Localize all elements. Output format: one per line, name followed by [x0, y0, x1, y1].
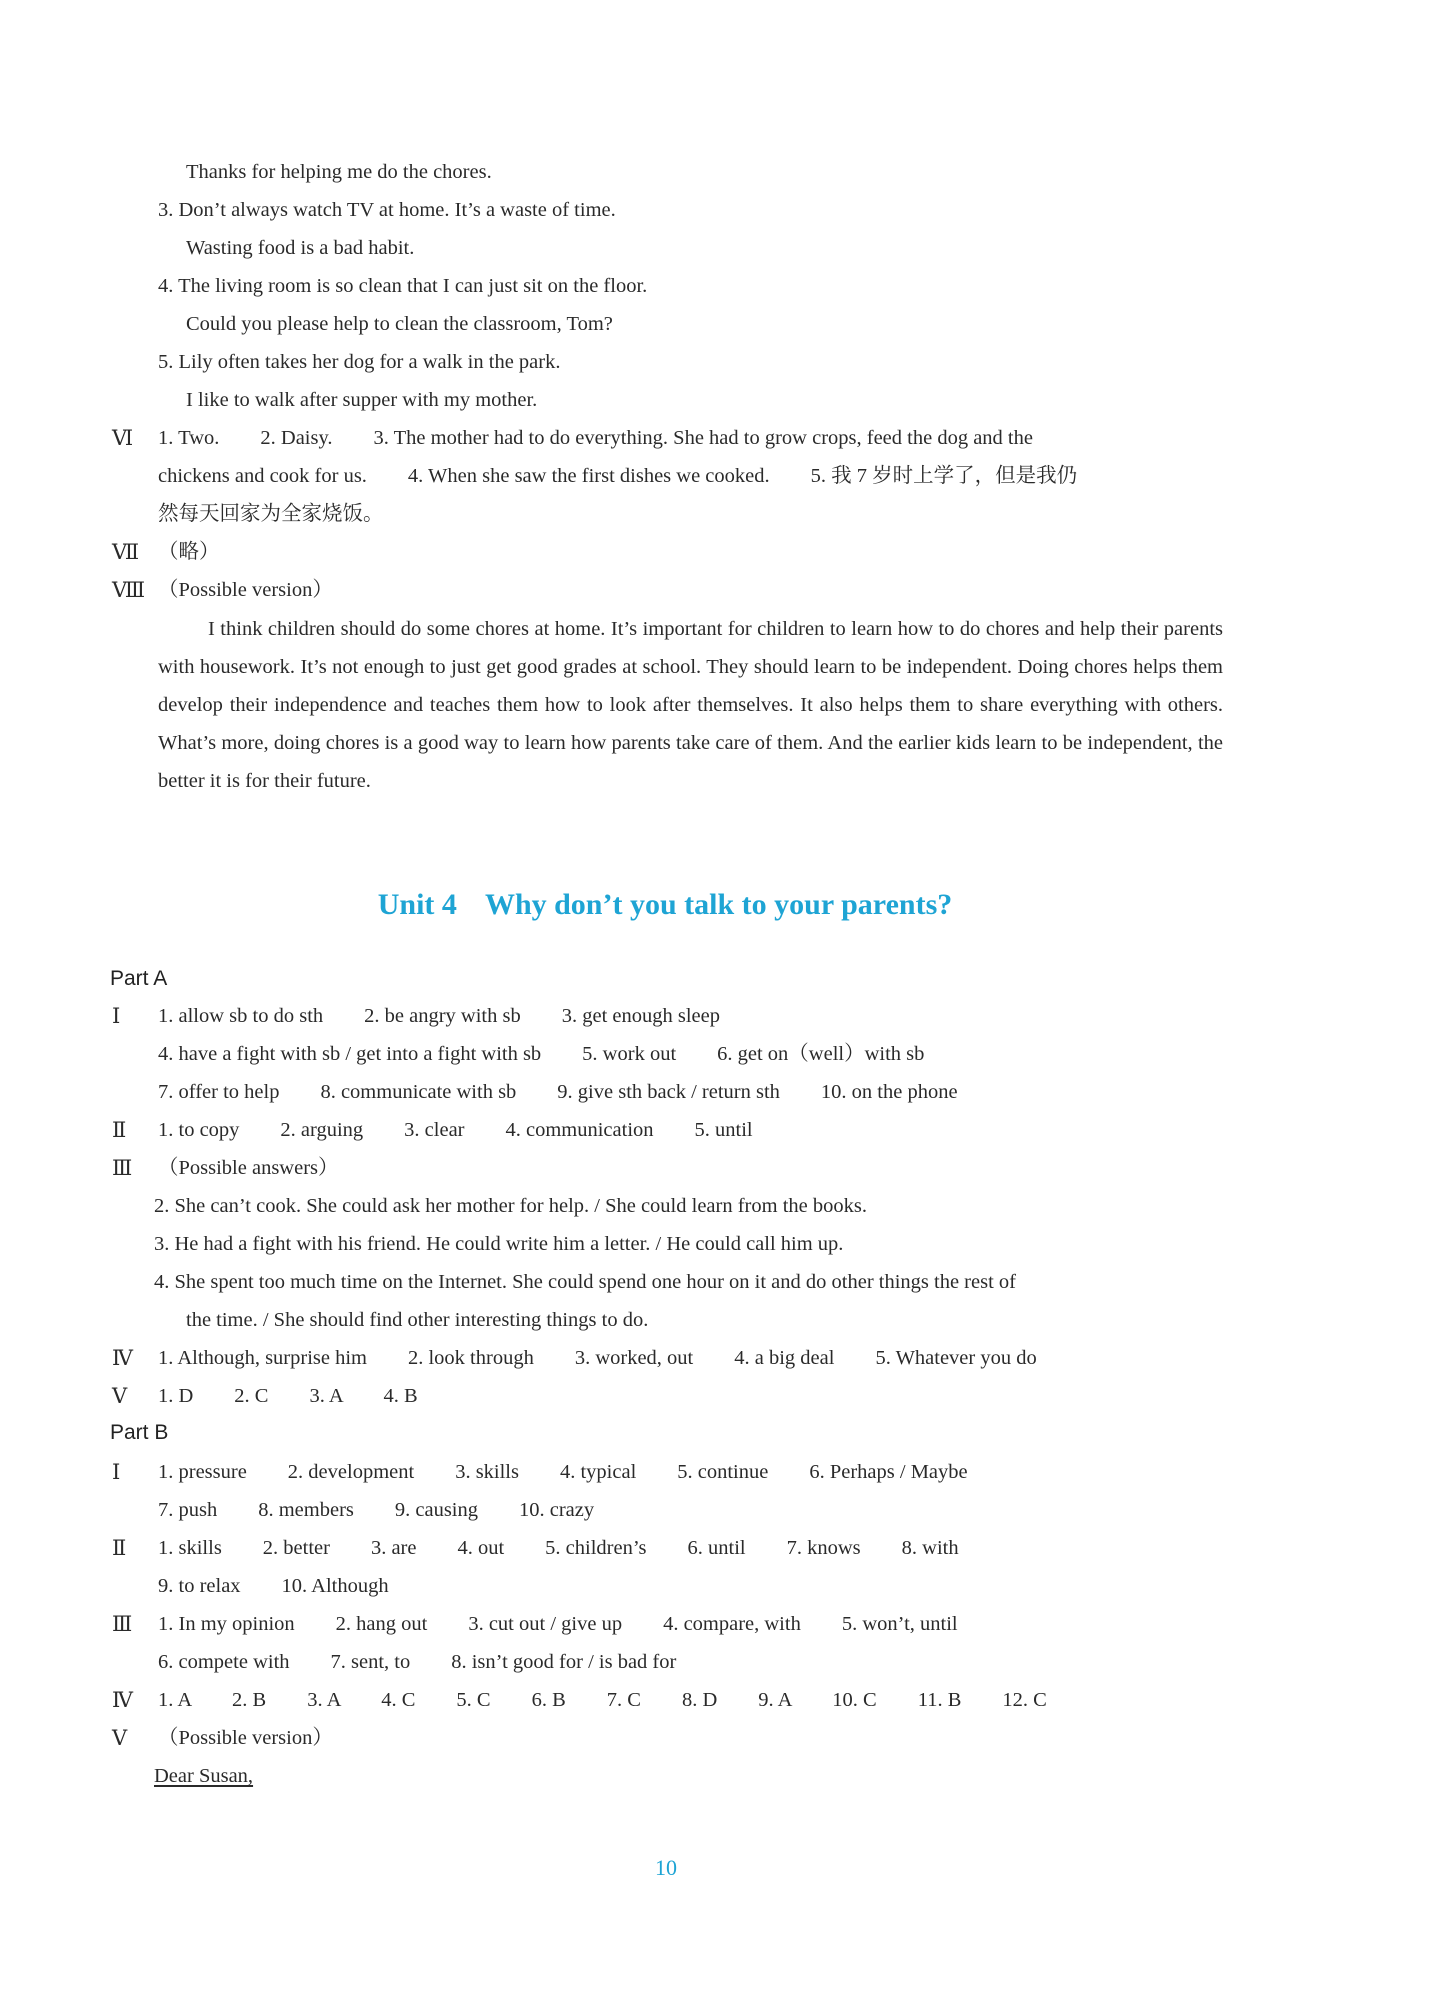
answer-line: Could you please help to clean the classroom, Tom? — [186, 313, 613, 335]
answer-line: 然每天回家为全家烧饭。 — [158, 503, 384, 525]
section-numeral: Ⅱ — [112, 1536, 127, 1560]
section-heading: （Possible version） — [158, 579, 333, 601]
answer-line: 1. Although, surprise him 2. look through 3. worked, out 4. a big deal 5. Whatever you do — [158, 1347, 1037, 1369]
section-numeral: Ⅱ — [112, 1118, 127, 1142]
answer-line: 1. A 2. B 3. A 4. C 5. C 6. B 7. C 8. D 9. A 10. C 11. B 12. C — [158, 1689, 1047, 1711]
answer-line: 3. Don’t always watch TV at home. It’s a waste of time. — [158, 199, 616, 221]
answer-line: 2. She can’t cook. She could ask her mother for help. / She could learn from the books. — [154, 1195, 867, 1217]
unit-title — [0, 885, 1330, 925]
answer-line: 1. Two. 2. Daisy. 3. The mother had to do everything. She had to grow crops, feed the dog and the — [158, 427, 1033, 449]
answer-line: 1. allow sb to do sth 2. be angry with sb 3. get enough sleep — [158, 1005, 720, 1027]
answer-line: （略） — [158, 541, 220, 563]
answer-line: 4. The living room is so clean that I can just sit on the floor. — [158, 275, 648, 297]
page-number: 10 — [655, 1855, 677, 1880]
section-numeral: Ⅲ — [112, 1612, 133, 1636]
section-numeral: Ⅴ — [112, 1726, 128, 1750]
answer-line: chickens and cook for us. 4. When she saw the first dishes we cooked. 5. 我 7 岁时上学了，但是我仍 — [158, 465, 1078, 487]
answer-line: the time. / She should find other interesting things to do. — [186, 1309, 649, 1331]
answer-line: 4. She spent too much time on the Internet. She could spend one hour on it and do other things the rest of — [154, 1271, 1016, 1293]
answer-line: 1. skills 2. better 3. are 4. out 5. children’s 6. until 7. knows 8. with — [158, 1537, 959, 1559]
answer-line: 7. offer to help 8. communicate with sb 9. give sth back / return sth 10. on the phone — [158, 1081, 958, 1103]
answer-line: I like to walk after supper with my mother. — [186, 389, 538, 411]
section-heading: （Possible answers） — [158, 1157, 339, 1179]
section-numeral: Ⅴ — [112, 1384, 128, 1408]
part-label: Part B — [110, 1421, 169, 1444]
section-numeral: Ⅳ — [112, 1346, 133, 1370]
answer-line: 1. pressure 2. development 3. skills 4. typical 5. continue 6. Perhaps / Maybe — [158, 1461, 968, 1483]
answer-line: 9. to relax 10. Although — [158, 1575, 389, 1597]
answer-line: 7. push 8. members 9. causing 10. crazy — [158, 1499, 595, 1521]
answer-line: 1. In my opinion 2. hang out 3. cut out / give up 4. compare, with 5. won’t, until — [158, 1613, 958, 1635]
section-heading: （Possible version） — [158, 1727, 333, 1749]
section-numeral: Ⅶ — [112, 540, 140, 564]
unit-name: Why don’t you talk to your parents? — [484, 888, 953, 921]
section-numeral: Ⅷ — [112, 578, 146, 602]
section-numeral: Ⅲ — [112, 1156, 133, 1180]
answer-line: 6. compete with 7. sent, to 8. isn’t good for / is bad for — [158, 1651, 677, 1673]
answer-line: 1. D 2. C 3. A 4. B — [158, 1385, 418, 1407]
answer-line: 1. to copy 2. arguing 3. clear 4. communication 5. until — [158, 1119, 753, 1141]
section-numeral: Ⅵ — [112, 426, 134, 450]
section-numeral: Ⅰ — [112, 1460, 121, 1484]
answer-line: 5. Lily often takes her dog for a walk in the park. — [158, 351, 561, 373]
part-label: Part A — [110, 967, 168, 990]
answer-line: Thanks for helping me do the chores. — [186, 161, 492, 183]
answer-line: 3. He had a fight with his friend. He could write him a letter. / He could call him up. — [154, 1233, 844, 1255]
section-numeral: Ⅳ — [112, 1688, 133, 1712]
answer-line: Wasting food is a bad habit. — [186, 237, 415, 259]
letter-salutation: Dear Susan, — [154, 1765, 254, 1787]
answer-line: 4. have a fight with sb / get into a fight with sb 5. work out 6. get on（well）with sb — [158, 1043, 925, 1065]
unit-number: Unit 4 — [377, 888, 457, 921]
section-numeral: Ⅰ — [112, 1004, 121, 1028]
essay-paragraph: I think children should do some chores at home. It’s important for children to learn how to do chores and help their parents with housework. It’s not enough to just get good grades at school. They should learn to be independent. Doing chores helps them develop their independence and teaches them how to look after themselves. It also helps them to share everything with others. What’s more, doing chores is a good way to learn how parents take care of them. And the earlier kids learn to be independent, the better it is for their future. — [158, 618, 1223, 792]
